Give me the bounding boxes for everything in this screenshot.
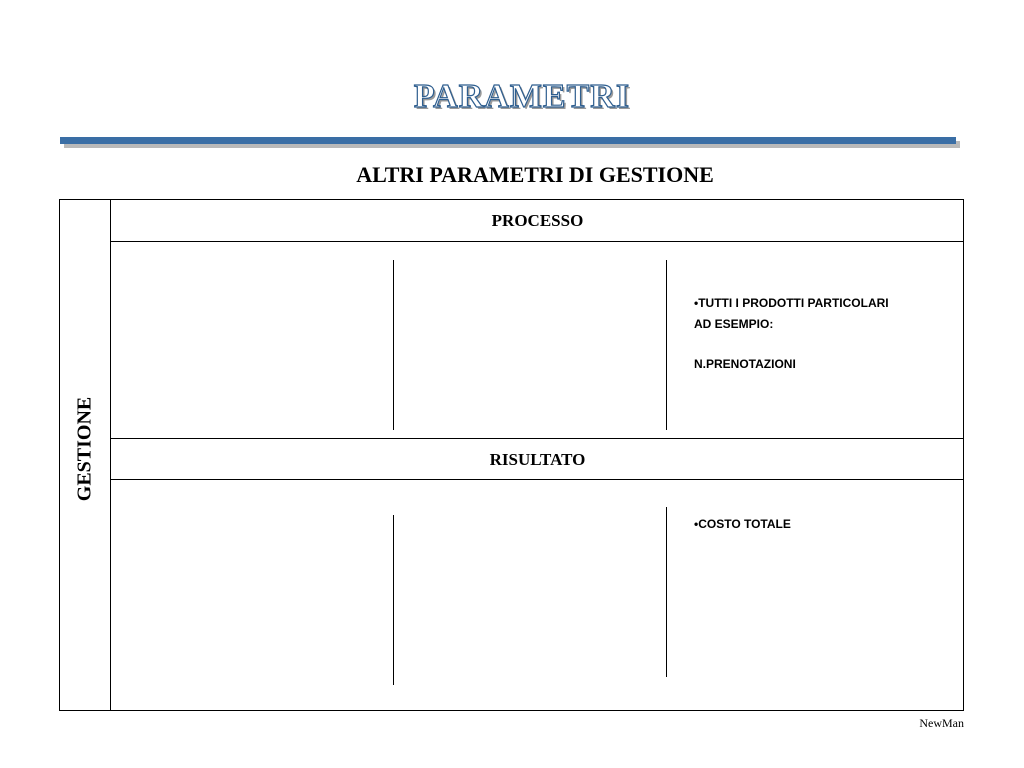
section-note-risultato	[694, 514, 791, 535]
title-rule	[60, 137, 956, 144]
note-line: AD ESEMPIO:	[694, 317, 774, 331]
note-line: •TUTTI I PRODOTTI PARTICOLARI	[694, 296, 889, 310]
footer-brand: NewMan	[919, 716, 964, 730]
slide-title: PARAMETRI	[413, 78, 631, 115]
note-line: N.PRENOTAZIONI	[694, 357, 796, 371]
side-column	[60, 200, 111, 710]
section-header-risultato: RISULTATO	[111, 438, 964, 480]
section-header-processo: PROCESSO	[111, 200, 964, 242]
parameters-table	[59, 199, 964, 711]
column-divider	[393, 260, 394, 430]
note-spacer	[694, 335, 889, 354]
slide-subtitle: ALTRI PARAMETRI DI GESTIONE	[356, 162, 714, 187]
column-divider	[666, 507, 667, 677]
side-label: GESTIONE	[73, 396, 96, 502]
note-line: •COSTO TOTALE	[694, 517, 791, 531]
column-divider	[393, 515, 394, 685]
column-divider	[666, 260, 667, 430]
section-note-processo	[694, 293, 889, 375]
